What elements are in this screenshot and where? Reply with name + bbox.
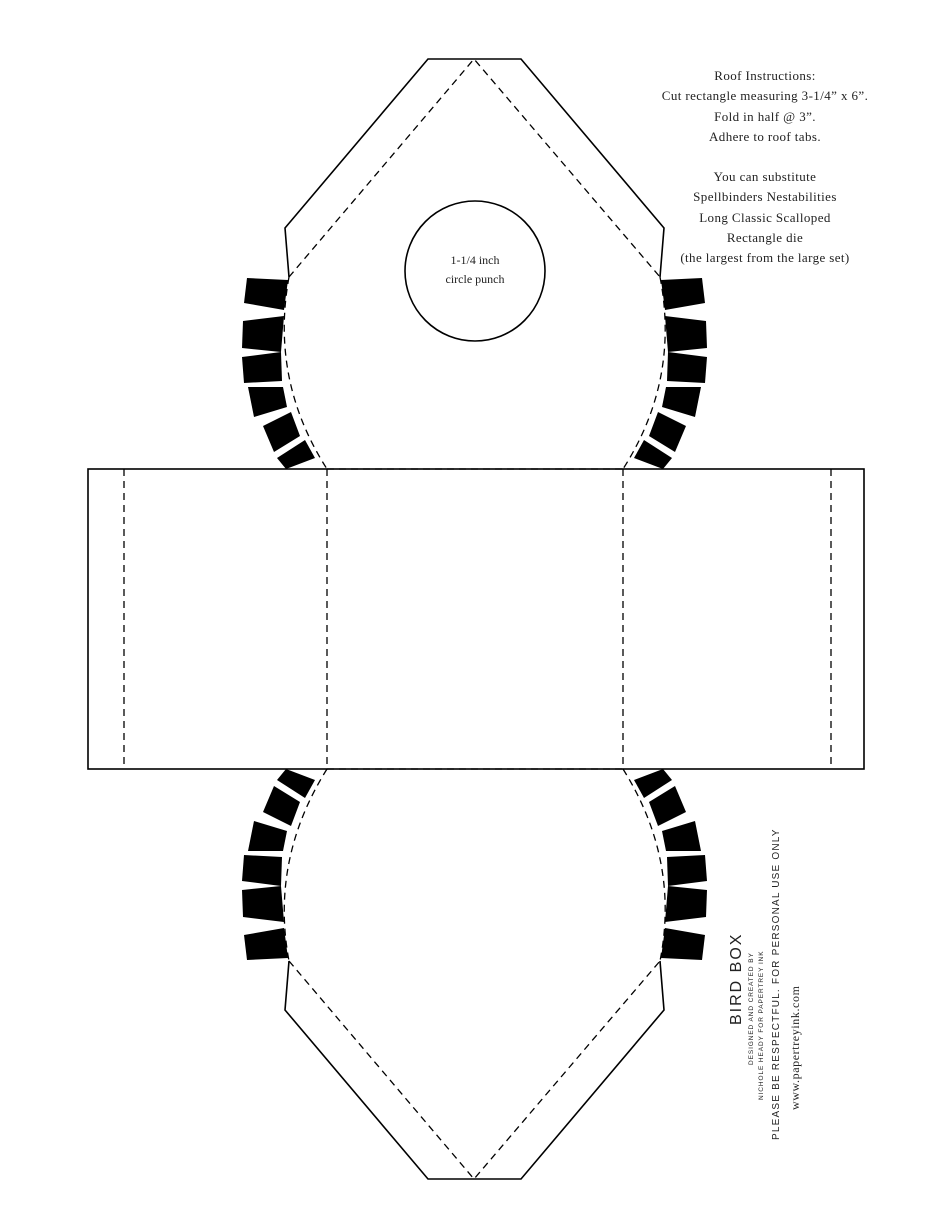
substitute-note-line: Spellbinders Nestabilities [693, 189, 837, 205]
roof-instructions-heading: Roof Instructions: [714, 68, 816, 83]
circle-punch-label [415, 251, 535, 289]
roof-instructions-line: Fold in half @ 3”. [714, 108, 816, 124]
credit-author: NICHOLE HEADY FOR PAPERTREY INK [758, 950, 765, 1100]
credit-url: www.papertreyink.com [788, 985, 802, 1110]
top-gable-outline [285, 59, 664, 277]
bottom-gable-outline [285, 961, 664, 1179]
top-gable-fold-lines [289, 59, 660, 277]
roof-instructions [640, 66, 890, 269]
credit-designed-by: DESIGNED AND CREATED BY [748, 952, 755, 1065]
top-left-tabs [242, 278, 315, 469]
roof-instructions-line: Adhere to roof tabs. [709, 128, 821, 144]
substitute-note-line: Rectangle die [726, 230, 804, 246]
bottom-left-tabs [242, 769, 315, 960]
top-right-tabs [634, 278, 707, 469]
credit-title: BIRD BOX [728, 932, 745, 1025]
roof-instructions-line: Cut rectangle measuring 3-1/4” x 6”. [661, 88, 869, 104]
wall-band-outline [88, 469, 864, 769]
credit-usage-note: PLEASE BE RESPECTFUL. FOR PERSONAL USE ONLY [771, 828, 782, 1140]
credits [727, 828, 802, 1141]
circle-punch-text: circle punch [445, 272, 505, 286]
substitute-note-line: (the largest from the large set) [680, 250, 850, 266]
circle-punch-size: 1-1/4 inch [450, 253, 500, 267]
substitute-note-line: You can substitute [713, 169, 817, 185]
substitute-note-line: Long Classic Scalloped [699, 209, 831, 225]
bottom-gable-fold-lines [289, 961, 660, 1179]
bottom-right-tabs [634, 769, 707, 960]
spacer [640, 147, 890, 167]
